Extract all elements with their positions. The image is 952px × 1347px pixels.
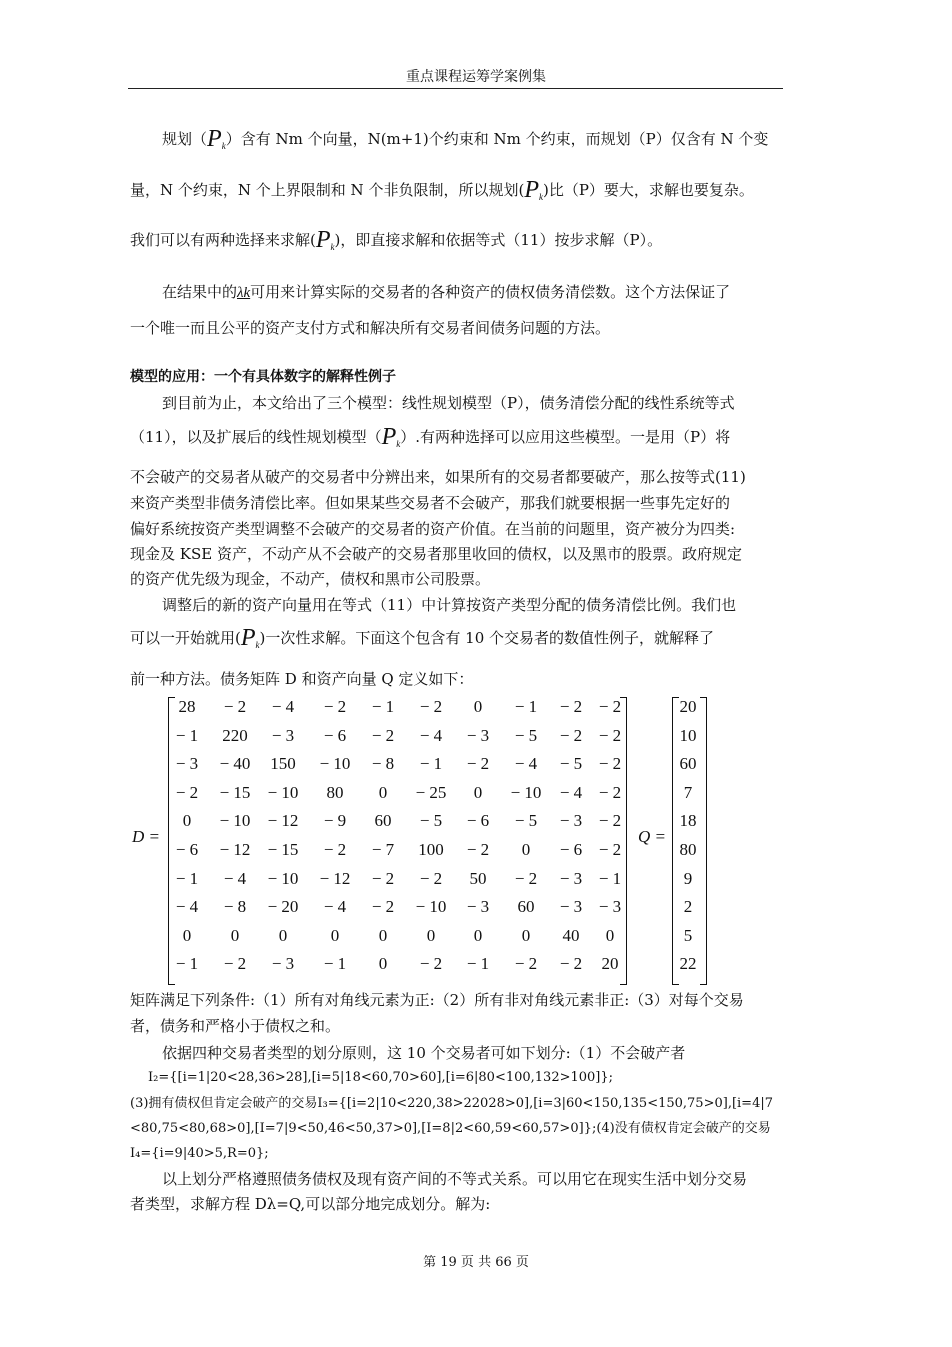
d-cell: − 5 [559, 754, 583, 774]
d-cell: 40 [562, 925, 580, 945]
d-cell: − 40 [219, 754, 251, 774]
d-cell: − 25 [415, 782, 447, 802]
d-cell: 28 [178, 697, 196, 716]
d-cell: − 2 [175, 782, 199, 802]
para2-line2: 一个唯一而且公平的资产支付方式和解决所有交易者间债务问题的方法。 [130, 319, 611, 337]
d-cell: − 6 [466, 811, 490, 831]
d-cell: − 2 [223, 697, 247, 716]
d-cell: − 20 [267, 897, 299, 917]
d-cell: 0 [426, 925, 436, 945]
d-cell: − 7 [371, 840, 395, 859]
para3-line5: 偏好系统按资产类型调整不会破产的交易者的资产价值。在当前的问题里，资产被分为四类: [130, 520, 736, 538]
d-cell: − 2 [514, 954, 538, 974]
pk-symbol: $P_k$ [524, 177, 543, 203]
d-cell: − 12 [319, 868, 351, 888]
page-footer: 第 19 页 共 66 页 [423, 1255, 529, 1270]
d-cell: 100 [418, 840, 444, 859]
text: )比（P）要大，求解也要复杂。 [542, 181, 754, 199]
para4-line3: 前一种方法。债务矩阵 D 和资产向量 Q 定义如下： [130, 670, 474, 688]
d-cell: 50 [469, 868, 487, 888]
d-cell: − 2 [598, 754, 622, 774]
d-cell: 0 [330, 925, 340, 945]
para6-line5: I₄={i=9|40>5,R=0}; [130, 1146, 269, 1161]
d-cell: − 10 [267, 868, 299, 888]
d-cell: − 4 [175, 897, 199, 917]
d-cell: − 3 [175, 754, 199, 774]
d-cell: − 15 [219, 782, 251, 802]
d-cell: − 3 [466, 725, 490, 745]
q-cell: 9 [683, 868, 693, 888]
para2-line1 [130, 281, 812, 304]
d-cell: − 3 [559, 897, 583, 917]
d-cell: 0 [182, 925, 192, 945]
d-cell: − 2 [323, 840, 347, 859]
running-header: 重点课程运筹学案例集 [406, 69, 546, 85]
q-cell: 2 [683, 897, 693, 917]
q-cell: 18 [679, 811, 697, 831]
para5-line1: 矩阵满足下列条件:（1）所有对角线元素为正:（2）所有非对角线元素非正:（3）对每个交易 [130, 991, 744, 1009]
d-cell: − 2 [466, 754, 490, 774]
para6-line1: 依据四种交易者类型的划分原则，这 10 个交易者可如下划分:（1）不会破产者 [162, 1044, 686, 1062]
d-cell: − 3 [559, 868, 583, 888]
d-cell: − 2 [419, 697, 443, 716]
text: 可用来计算实际的交易者的各种资产的债权债务清偿数。这个方法保证了 [250, 283, 731, 301]
q-cell: 22 [679, 954, 697, 974]
d-cell: − 3 [559, 811, 583, 831]
d-cell: − 4 [323, 897, 347, 917]
d-cell: − 1 [323, 954, 347, 974]
d-cell: − 4 [271, 697, 295, 716]
d-cell: − 2 [371, 897, 395, 917]
para1-line3 [130, 229, 812, 258]
d-cell: − 10 [319, 754, 351, 774]
d-cell: − 5 [514, 811, 538, 831]
d-cell: − 4 [514, 754, 538, 774]
d-cell: 0 [473, 782, 483, 802]
d-cell: − 3 [598, 897, 622, 917]
d-label: D = [132, 827, 160, 846]
d-cell: − 4 [223, 868, 247, 888]
d-cell: 220 [222, 725, 248, 745]
d-cell: − 10 [510, 782, 542, 802]
para6-line3: (3)拥有债权但肯定会破产的交易I₃={[i=2|10<220,38>22028>0],[i=3|60<150,135<150,75>0],[i=4|7 [130, 1096, 773, 1111]
d-cell: − 3 [271, 954, 295, 974]
d-cell: − 1 [514, 697, 538, 716]
text: 可以一开始就用( [130, 629, 241, 647]
para4-line1: 调整后的新的资产向量用在等式（11）中计算按资产类型分配的债务清偿比例。我们也 [162, 596, 737, 614]
d-cell: − 1 [371, 697, 395, 716]
section-title: 模型的应用：一个有具体数字的解释性例子 [130, 369, 396, 385]
d-cell: 60 [374, 811, 392, 831]
d-cell: − 3 [271, 725, 295, 745]
d-cell: 0 [473, 697, 483, 716]
para1-line1 [130, 128, 812, 157]
d-cell: − 8 [371, 754, 395, 774]
d-cell: − 6 [323, 725, 347, 745]
d-cell: 0 [473, 925, 483, 945]
d-cell: − 2 [466, 840, 490, 859]
d-cell: 80 [326, 782, 344, 802]
d-cell: 0 [605, 925, 615, 945]
d-cell: − 1 [598, 868, 622, 888]
q-cell: 60 [679, 754, 697, 774]
matrix-equation [130, 697, 830, 985]
para3-line3: 不会破产的交易者从破产的交易者中分辨出来，如果所有的交易者都要破产，那么按等式(11) [130, 468, 746, 486]
text: ）.有两种选择可以应用这些模型。一是用（P）将 [400, 428, 731, 446]
q-cell: 80 [679, 840, 697, 859]
para6-line2: I₂={[i=1|20<28,36>28],[i=5|18<60,70>60],[i=6|80<100,132>100]}; [148, 1070, 614, 1085]
pk-symbol: $P_k$ [315, 227, 335, 253]
d-cell: − 1 [175, 868, 199, 888]
para3-line6: 现金及 KSE 资产，不动产从不会破产的交易者那里收回的债权，以及黑市的股票。政府规定 [130, 545, 742, 563]
d-cell: − 2 [419, 868, 443, 888]
d-cell: − 10 [415, 897, 447, 917]
d-cell: − 10 [219, 811, 251, 831]
q-cell: 7 [683, 782, 693, 802]
d-cell: 0 [278, 925, 288, 945]
d-cell: − 6 [559, 840, 583, 859]
d-cell: 150 [270, 754, 296, 774]
d-cell: − 5 [419, 811, 443, 831]
para5-line2: 者，债务和严格小于债权之和。 [130, 1017, 341, 1035]
d-cell: − 6 [175, 840, 199, 859]
d-cell: − 2 [598, 782, 622, 802]
para3-line4: 来资产类型非债务清偿比率。但如果某些交易者不会破产，那我们就要根据一些事先定好的 [130, 494, 731, 512]
q-cell: 5 [683, 925, 693, 945]
d-cell: 0 [378, 925, 388, 945]
d-cell: − 2 [371, 725, 395, 745]
text: ）含有 Nm 个向量，N(m+1)个约束和 Nm 个约束，而规划（P）仅含有 N 个变 [225, 130, 769, 148]
para1-line2 [130, 179, 812, 208]
d-cell: − 1 [175, 954, 199, 974]
d-cell: − 5 [514, 725, 538, 745]
d-cell: − 2 [598, 697, 622, 716]
d-cell: − 4 [559, 782, 583, 802]
d-cell: − 4 [419, 725, 443, 745]
d-cell: − 2 [323, 697, 347, 716]
d-cell: 0 [378, 782, 388, 802]
text: 量，N 个约束，N 个上界限制和 N 个非负限制，所以规划( [130, 181, 525, 199]
d-cell: − 12 [219, 840, 251, 859]
d-cell: 20 [601, 954, 619, 974]
para3-line1: 到目前为止，本文给出了三个模型：线性规划模型（P），债务清偿分配的线性系统等式 [162, 394, 735, 412]
d-cell: − 3 [466, 897, 490, 917]
pk-symbol: $P_k$ [207, 126, 226, 152]
d-cell: − 9 [323, 811, 347, 831]
para3-line7: 的资产优先级为现金，不动产，债权和黑市公司股票。 [130, 570, 491, 588]
pk-symbol: $P_k$ [381, 424, 401, 450]
d-cell: − 2 [419, 954, 443, 974]
d-cell: − 15 [267, 840, 299, 859]
q-cell: 20 [679, 697, 697, 716]
d-cell: − 2 [598, 725, 622, 745]
para7-line1: 以上划分严格遵照债务债权及现有资产间的不等式关系。可以用它在现实生活中划分交易 [162, 1170, 748, 1188]
d-cell: 0 [378, 954, 388, 974]
para3-line2 [130, 426, 812, 455]
d-cell: − 2 [559, 697, 583, 716]
d-cell: − 2 [371, 868, 395, 888]
header-rule [128, 88, 783, 89]
text: （11），以及扩展后的线性规划模型（ [130, 428, 382, 446]
pk-symbol: $P_k$ [240, 625, 260, 651]
d-cell: − 1 [175, 725, 199, 745]
d-cell: − 2 [598, 811, 622, 831]
text: 我们可以有两种选择来求解( [130, 231, 316, 249]
text: 规划（ [162, 130, 208, 148]
d-cell: − 2 [559, 954, 583, 974]
d-cell: 0 [521, 840, 531, 859]
d-cell: − 12 [267, 811, 299, 831]
d-cell: 0 [521, 925, 531, 945]
d-cell: − 2 [223, 954, 247, 974]
text: 在结果中的 [162, 283, 238, 301]
d-cell: − 1 [419, 754, 443, 774]
d-cell: 0 [230, 925, 240, 945]
d-cell: 0 [182, 811, 192, 831]
q-label: Q = [638, 827, 666, 846]
para6-line4: <80,75<80,68>0],[I=7|9<50,46<50,37>0],[I=8|2<60,59<60,57>0]};(4)没有债权肯定会破产的交易 [130, 1121, 771, 1136]
d-cell: − 8 [223, 897, 247, 917]
d-cell: − 2 [598, 840, 622, 859]
q-cell: 10 [679, 725, 697, 745]
para7-line2: 者类型，求解方程 Dλ=Q,可以部分地完成划分。解为: [130, 1195, 491, 1213]
d-cell: 60 [517, 897, 535, 917]
text: )一次性求解。下面这个包含有 10 个交易者的数值性例子，就解释了 [259, 629, 715, 647]
d-cell: − 2 [559, 725, 583, 745]
para4-line2 [130, 627, 812, 656]
d-cell: − 10 [267, 782, 299, 802]
d-cell: − 2 [514, 868, 538, 888]
text: )，即直接求解和依据等式（11）按步求解（P）。 [334, 231, 663, 249]
lambda-k: λk [237, 285, 251, 301]
d-cell: − 1 [466, 954, 490, 974]
